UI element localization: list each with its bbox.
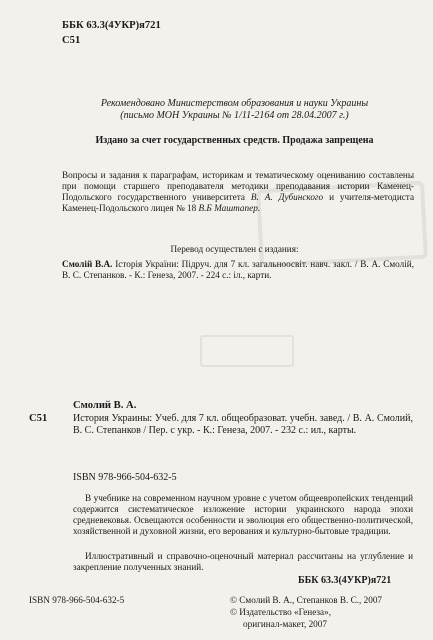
translation-source xyxy=(62,259,414,281)
copyright-layout: оригинал-макет, 2007 xyxy=(243,619,327,629)
annotation-paragraph-1 xyxy=(73,493,413,536)
udc-index-top: С51 xyxy=(62,35,81,46)
isbn-bottom: ISBN 978-966-504-632-5 xyxy=(29,595,125,605)
catalog-entry: История Украины: Учеб. для 7 кл. общеобразоват. учебн. завед. / В. А. Смолий, В. С. Степанков / Пер. с укр. - К.: Генеза, 2007. - 232 с.: ил., карты. xyxy=(73,413,413,436)
bbk-code-bottom: ББК 63.3(4УКР)я721 xyxy=(298,575,392,586)
recommendation-line-1: Рекомендовано Министерством образования и науки Украины xyxy=(100,98,369,109)
catalog-author: Смолий В. А. xyxy=(73,400,137,411)
show-through-stamp xyxy=(200,335,294,367)
authors-note xyxy=(62,170,414,213)
authors-note-text: Вопросы и задания к параграфам, историкам и тематическому оцениванию составлены при помощи старшего преподавателя методики преподавания истории Каменец-Подольского государственного университета xyxy=(62,170,414,202)
authors-note-name-1: В. А. Дубинского xyxy=(250,191,324,202)
annotation-paragraph-2 xyxy=(73,551,413,573)
authors-note-mid: и учителя-методиста Каменец-Подольского лицея № 18 xyxy=(62,191,415,213)
translation-body: Історія України: Підруч. для 7 кл. загальноосвіт. навч. закл. / В. А. Смолій, В. С. Степанков. - К.: Генеза, 2007. - 224 с.: іл., карти. xyxy=(62,259,414,280)
authors-note-end: . xyxy=(257,202,261,213)
translation-heading: Перевод осуществлен с издания: xyxy=(170,244,299,254)
translation-author: Смолій В.А. xyxy=(62,259,113,269)
copyright-authors: © Смолий В. А., Степанков В. С., 2007 xyxy=(230,595,383,605)
copyright-publisher: © Издательство «Генеза», xyxy=(230,607,332,617)
authors-note-name-2: В.Б Маштапер xyxy=(198,202,258,213)
annotation-text-1: В учебнике на современном научном уровне с учетом общеевропейских тенденций содержится систематическое изложение истории украинского народа эпохи средневековья. Освещаются особенности и эволюция его общественно-политической, хозяйственной и духовной жизни, его верования и культурно-бытовые традиции. xyxy=(73,493,413,536)
bbk-code-top: ББК 63.3(4УКР)я721 xyxy=(62,20,161,31)
funding-notice: Издано за счет государственных средств. Продажа запрещена xyxy=(95,135,374,146)
catalog-isbn: ISBN 978-966-504-632-5 xyxy=(73,472,177,483)
recommendation-line-2: (письмо МОН Украины № 1/11-2164 от 28.04.2007 г.) xyxy=(120,110,349,121)
catalog-index: С51 xyxy=(29,413,48,424)
annotation-text-2: Иллюстративный и справочно-оценочный материал рассчитаны на углубление и закрепление полученных знаний. xyxy=(73,551,413,572)
